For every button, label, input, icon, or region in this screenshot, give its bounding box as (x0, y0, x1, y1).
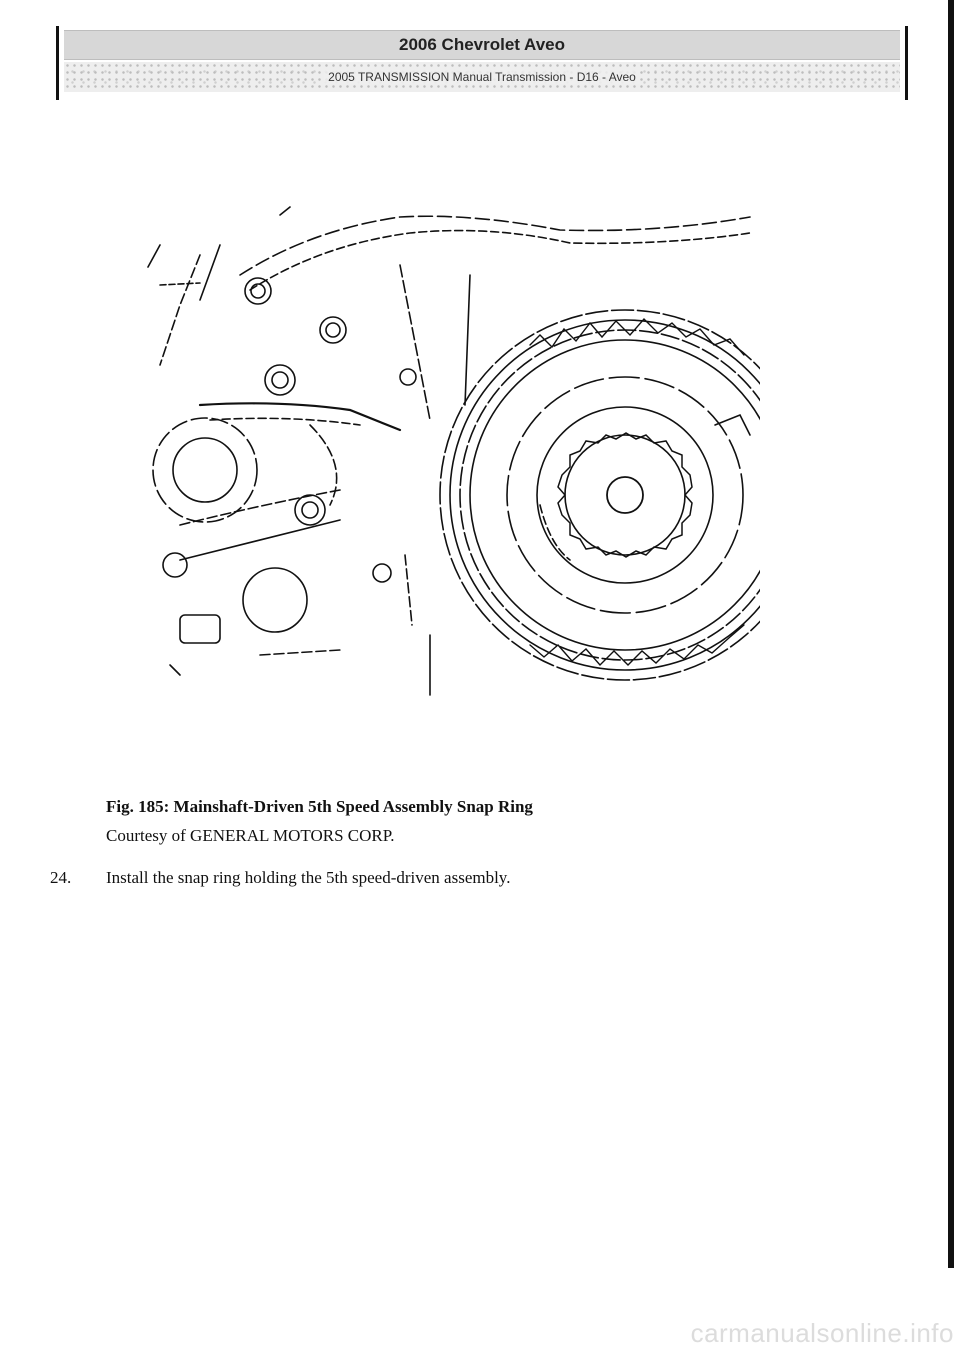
watermark-text: carmanualsonline.info (690, 1318, 954, 1348)
transmission-figure (140, 205, 760, 710)
page-header (56, 26, 908, 100)
header-right-rule (905, 26, 908, 100)
step-number: 24. (50, 868, 72, 887)
header-subtitle: 2005 TRANSMISSION Manual Transmission - D16 - Aveo (324, 70, 640, 84)
figure-caption-title: Fig. 185: Mainshaft-Driven 5th Speed Assembly Snap Ring (106, 797, 533, 816)
figure-caption-credit: Courtesy of GENERAL MOTORS CORP. (106, 826, 395, 845)
header-title: 2006 Chevrolet Aveo (64, 30, 900, 60)
figure-line-drawing (140, 205, 760, 710)
header-left-rule (56, 26, 59, 100)
header-subtitle-bar (64, 62, 900, 92)
step-item (50, 866, 510, 890)
right-margin-rule (948, 0, 954, 1268)
step-text: Install the snap ring holding the 5th speed-driven assembly. (106, 868, 511, 887)
figure-caption (106, 792, 533, 850)
